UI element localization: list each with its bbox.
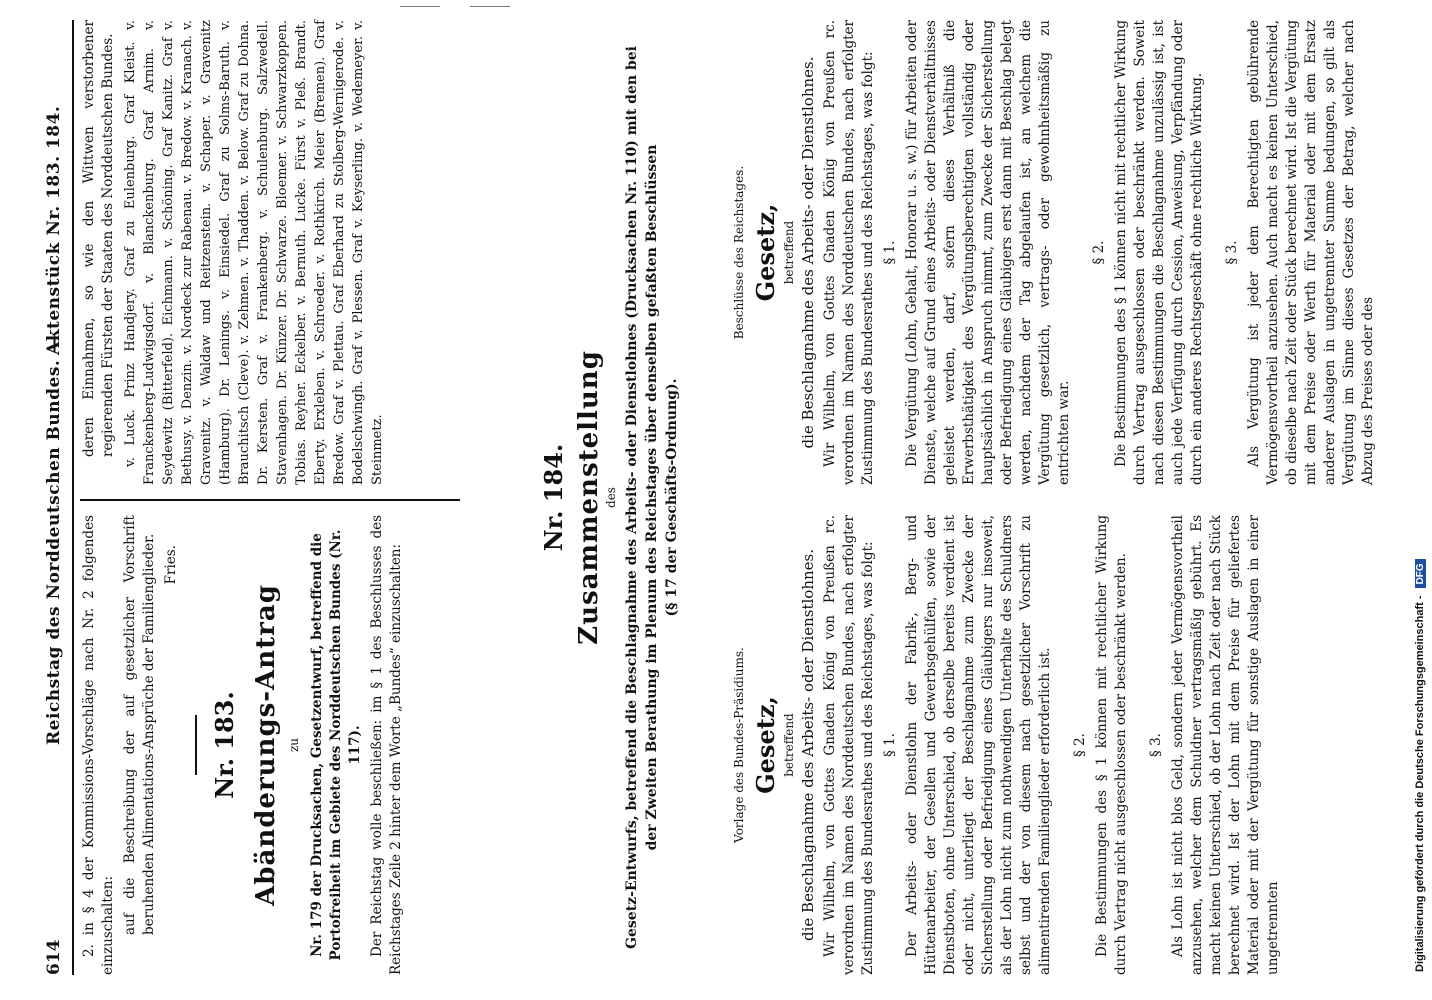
law-title: Gesetz,: [751, 203, 780, 302]
paragraph: 2. in § 4 der Kommissions-Vorschläge nach Nr. 2 folgendes einzuschalten:: [81, 515, 116, 975]
paragraph: deren Einnahmen, so wie den Wittwen verstorbener regierenden Fürsten der Staaten des Norddeutschen Bundes.: [81, 20, 116, 457]
column-right-upper: [80, 20, 390, 485]
page-number: 614: [44, 939, 64, 975]
running-subtitle: Aktenstück Nr. 183. 184.: [44, 105, 64, 355]
section-text: Die Vergütung (Lohn, Gehalt, Honorar u. s. w.) für Arbeiten oder Dienste, welche auf Grund eines Arbeits- oder Dienstverhältnisses geleistet werden, darf, sofern dieses Verhältniß die Erwerbsthätigkeit des Vergütungsberechtigten vollständig oder hauptsächlich in Anspruch nimmt, zum Zwecke der Sicherstellung oder Befriedigung eines Gläubigers erst dann mit Beschlag belegt werden, nachdem der Tag abgelaufen ist, an welchem die Vergütung gesetzlich, vertrags- oder gewohnheitsmäßig zu entrichten war.: [904, 20, 1072, 485]
law-preamble: Wir Wilhelm, von Gottes Gnaden König von Preußen rc. verordnen im Namen des Norddeutschen Bundes, nach erfolgter Zustimmung des Bundesrathes und des Reichstages, was folgt:: [822, 515, 876, 975]
scan-marks: [400, 6, 510, 8]
column-left-upper: [80, 515, 409, 975]
section-heading: § 3.: [1148, 733, 1164, 757]
nr183-body: Nr. 179 der Drucksachen, Gesetzentwurf, betreffend die Portofreiheit im Gebiete des Norddeutschen Bundes (Nr. 117).: [309, 529, 363, 961]
header-rule: [72, 20, 74, 975]
nr184-heading-block: [540, 20, 682, 975]
running-title: Reichstag des Norddeutschen Bundes. —: [44, 335, 64, 745]
law-source: Beschlüsse des Reichstages.: [732, 165, 746, 340]
nr183-number: Nr. 183.: [210, 691, 239, 799]
section-heading: § 1.: [882, 240, 898, 265]
section-text: Der Arbeits- oder Dienstlohn der Fabrik-, Berg- und Hüttenarbeiter, der Gesellen und Gewerbsgehülfen, sowie der Dienstboten, ohne Unterschied, ob derselbe bereits verdient ist oder nicht, unterliegt der Beschlagnahme zum Zwecke der Sicherstellung oder Befriedigung eines Gläubigers nur insoweit, als der Lohn nicht zum nothwendigen Unterhalte des Schuldners selbst und der von diesem nach gesetzlicher Vorschrift zu alimentirenden Familienglieder erforderlich ist.: [904, 515, 1053, 975]
section-heading: § 1.: [882, 733, 898, 757]
nr183-title: Abänderungs-Antrag: [251, 584, 281, 906]
law-subject: die Beschlagnahme des Arbeits- oder Dienstlohnes.: [799, 56, 817, 449]
column-left-lower: [730, 515, 1286, 975]
nr184-title: Zusammenstellung: [574, 350, 604, 645]
section-heading: § 2.: [1072, 733, 1088, 757]
signature: Fries.: [163, 545, 179, 585]
digitization-credit: [1414, 12, 1430, 972]
law-source: Vorlage des Bundes-Präsidiums.: [732, 647, 746, 843]
nr184-body: Gesetz-Entwurfs, betreffend die Beschlagnahme des Arbeits- oder Dienstlohnes (Drucksachen Nr. 110) mit den bei der Zweiten Berathung im Plenum des Reichstages über denselben gefaßten Beschlüssen: [624, 46, 660, 949]
paragraph: auf die Beschreibung der auf gesetzlicher Vorschrift beruhenden Alimentations-Ansprüche der Familienglieder.: [122, 515, 157, 935]
scan-mark: [470, 6, 510, 7]
nr183-zu: zu: [287, 737, 301, 753]
section-text: Als Lohn ist nicht blos Geld, sondern jeder Vermögensvortheil anzusehen, welcher dem Schuldner vertragsmäßig gebührt. Es macht keinen Unterschied, ob der Lohn nach Zeit oder nach Stück berechnet wird. Ist der Lohn mit dem Preise für geliefertes Material oder mit der Vergütung für sonstige Auslagen in einer ungetrennten: [1170, 515, 1281, 975]
page-header: [38, 15, 68, 975]
nr184-number: Nr. 184.: [539, 443, 568, 552]
section-text: Die Bestimmungen des § 1 können mit rechtlicher Wirkung durch Vertrag nicht ausgeschlossen oder beschränkt werden.: [1094, 515, 1129, 975]
law-title: Gesetz,: [751, 696, 780, 794]
credit-line: [1414, 12, 1426, 972]
nr183-motion: Der Reichstag wolle beschließen: im § 1 des Beschlusses des Reichstages Zeile 2 hinter dem Worte „Bundes“ einzuschalten:: [369, 515, 404, 975]
signatory-list: v. Luck. Prinz Handjery. Graf zu Eulenburg. Graf Kleist. v. Franckenberg-Ludwigsdorf. v. Blanckenburg. Graf Arnim. v. Seydewitz (Bitterfeld). Eichmann. v. Schöning. Graf Kanitz. Graf v. Bethusy. v. Denzin. v. Nordeck zur Rabenau. v. Bredow. v. Kranach. v. Gravenitz. v. Waldaw und Reitzenstein. v. Schaper. v. Gravenitz (Hamburg). Dr. Lenings. v. Einsiedel. Graf zu Solms-Baruth. v. Brauchitsch (Cleve). v. Zehmen. v. Thadden. v. Below. Graf zu Dohna. Dr. Kersten. Graf v. Frankenberg. v. Schulenburg. Salzwedell. Stavenhagen. Dr. Künzer. Dr. Schwarze. Bloemer. v. Schwarzkoppen. Tobias. Reyher. Eckelber. v. Bernuth. Lucke. Fürst v. Pleß. Brandt. Eberty. Erxleben. v. Schroeder. v. Rothkirch. Meier (Bremen). Graf Bredow. Graf v. Plettau. Graf Eberhard zu Stolberg-Wernigerode. v. Bodelschwingh. Graf v. Plessen. Graf v. Keyserling. v. Wedemeyer. v. Steinmetz.: [123, 20, 385, 485]
nr184-des: des: [604, 487, 618, 508]
scan-mark: [400, 6, 440, 7]
dfg-logo: DFG: [1415, 559, 1426, 588]
law-betreffend: betreffend: [782, 220, 796, 285]
law-subject: die Beschlagnahme des Arbeits- oder Dienstlohnes.: [799, 549, 817, 941]
credit-text: Digitalisierung gefördert durch die Deutsche Forschungsgemeinschaft -: [1414, 595, 1426, 972]
section-heading: § 3.: [1224, 240, 1240, 265]
rotated-page-content: [10, 10, 1405, 985]
column-right-lower: [730, 20, 1381, 485]
section-text: Die Bestimmungen des § 1 können nicht mit rechtlicher Wirkung durch Vertrag ausgeschlossen oder beschränkt werden. Soweit nach diesen Bestimmungen die Beschlagnahme unzulässig ist, ist auch jede Verfügung durch Cession, Anweisung, Verpfändung oder durch ein anderes Rechtsgeschäft ohne rechtliche Wirkung.: [1113, 20, 1205, 485]
section-text: Als Vergütung ist jeder dem Berechtigten gebührende Vermögensvortheil anzusehen. Auch macht es keinen Unterschied, ob dieselbe nach Zeit oder Stück berechnet wird. Ist die Vergütung mit dem Preise oder Werth für Material oder mit dem Ersatz anderer Auslagen in ungetrennter Summe bedungen, so gilt als Vergütung im Sinne dieses Gesetzes der Betrag, welcher nach Abzug des Preises oder des: [1246, 20, 1376, 485]
column-divider: [80, 499, 460, 501]
section-heading: § 2.: [1091, 240, 1107, 265]
law-preamble: Wir Wilhelm, von Gottes Gnaden König von Preußen rc. verordnen im Namen des Norddeutschen Bundes, nach erfolgter Zustimmung des Bundesrathes und des Reichstages, was folgt:: [822, 20, 876, 485]
separator-rule: [195, 715, 197, 775]
nr184-ref: (§ 17 der Geschäfts-Ordnung).: [664, 378, 680, 617]
law-betreffend: betreffend: [782, 713, 796, 777]
